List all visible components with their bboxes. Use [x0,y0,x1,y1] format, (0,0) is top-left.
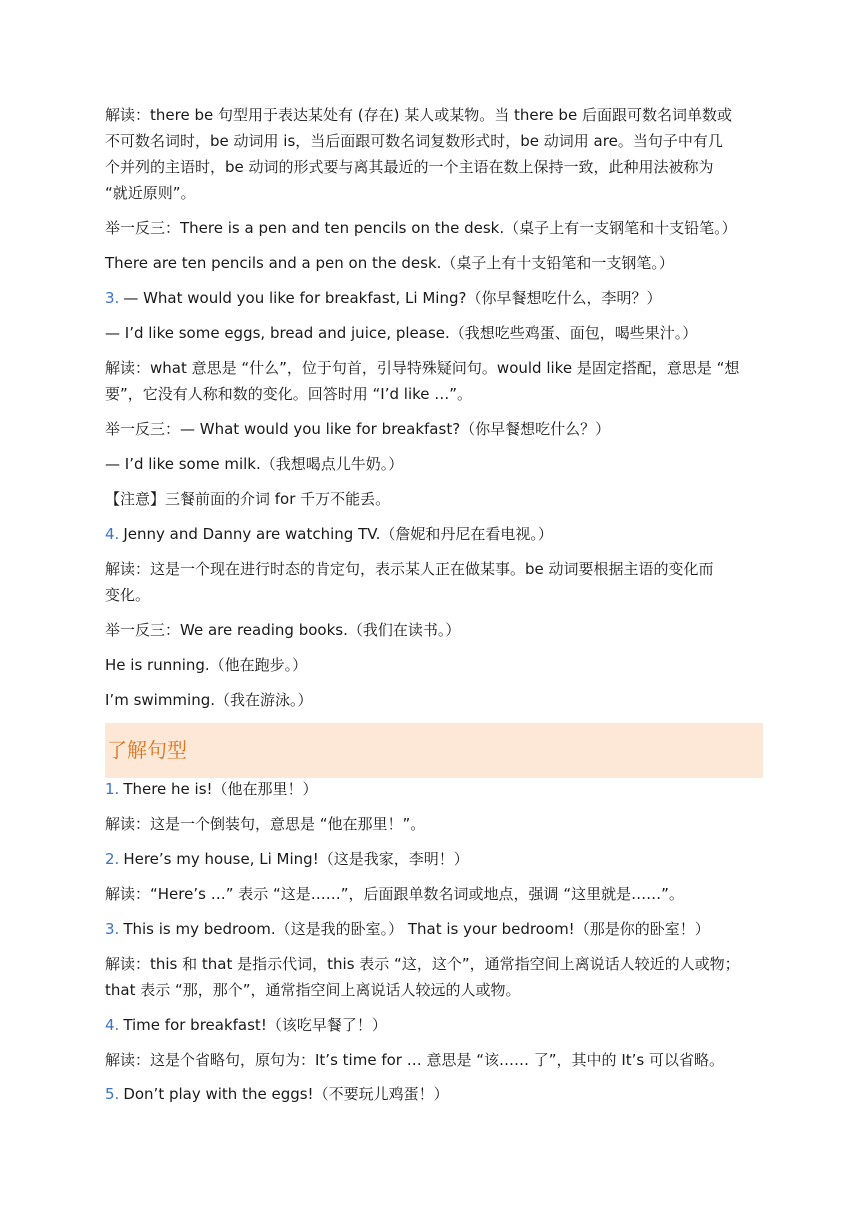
sentence-text: There he is!（他在那里！） [123,780,318,798]
example-line: I’m swimming.（我在游泳。） [105,691,313,709]
numbered-sentence-2 [105,846,765,872]
explanation-line: 解读：this 和 that 是指示代词，this 表示 “这，这个”，通常指空间上离说话人较近的人或物； [105,955,740,973]
section-header-band [105,723,763,778]
item-number: 3. [105,920,120,938]
sentence-text: Time for breakfast!（该吃早餐了！） [123,1016,387,1034]
example-line: 举一反三：We are reading books.（我们在读书。） [105,621,461,639]
item-number: 4. [105,1016,120,1034]
example-line: 举一反三：There is a pen and ten pencils on the desk.（桌子上有一支钢笔和十支铅笔。） [105,219,737,237]
explanation-line: that 表示 “那，那个”，通常指空间上离说话人较远的人或物。 [105,981,521,999]
section-title: 了解句型 [107,738,187,762]
explanation-line: 解读：这是一个现在进行时态的肯定句，表示某人正在做某事。be 动词要根据主语的变化而 [105,560,714,578]
sentence-text: This is my bedroom.（这是我的卧室。） That is your bedroom!（那是你的卧室！） [123,920,710,938]
note-line: 【注意】三餐前面的介词 for 千万不能丢。 [105,490,391,508]
numbered-sentence-4 [105,521,765,547]
example-line: There are ten pencils and a pen on the desk.（桌子上有十支铅笔和一支钢笔。） [105,254,674,272]
item-number: 1. [105,780,120,798]
paragraph-there-be-1: 解读：there be 句型用于表达某处有 (存在) 某人或某物。当 there be 后面跟可数名词单数或 [105,106,732,124]
explanation-line: 解读：这是个省略句，原句为：It’s time for … 意思是 “该…… 了”，其中的 It’s 可以省略。 [105,1051,724,1069]
explanation-line: 变化。 [105,586,151,604]
paragraph-there-be-3: 个并列的主语时，be 动词的形式要与离其最近的一个主语在数上保持一致，此种用法被称为 [105,158,714,176]
numbered-sentence-5 [105,1081,765,1107]
sentence-text: — What would you like for breakfast, Li Ming?（你早餐想吃什么，李明？） [123,289,662,307]
paragraph-there-be-4: “就近原则”。 [105,184,196,202]
numbered-sentence-1 [105,776,765,802]
item-number: 5. [105,1085,120,1103]
numbered-sentence-3 [105,285,765,311]
numbered-sentence-3b [105,916,765,942]
answer-line: — I’d like some eggs, bread and juice, please.（我想吃些鸡蛋、面包，喝些果汁。） [105,324,698,342]
sentence-text: Jenny and Danny are watching TV.（詹妮和丹尼在看电视。） [123,525,553,543]
explanation-line: 解读：“Here’s …” 表示 “这是……”，后面跟单数名词或地点，强调 “这里就是……”。 [105,885,684,903]
item-number: 2. [105,850,120,868]
example-line: — I’d like some milk.（我想喝点儿牛奶。） [105,455,404,473]
explanation-line: 要”，它没有人称和数的变化。回答时用 “I’d like …”。 [105,385,473,403]
item-number: 3. [105,289,120,307]
paragraph-there-be-2: 不可数名词时，be 动词用 is，当后面跟可数名词复数形式时，be 动词用 are。当句子中有几 [105,132,723,150]
example-line: He is running.（他在跑步。） [105,656,308,674]
sentence-text: Don’t play with the eggs!（不要玩儿鸡蛋！） [123,1085,449,1103]
sentence-text: Here’s my house, Li Ming!（这是我家，李明！） [123,850,469,868]
explanation-line: 解读：这是一个倒装句，意思是 “他在那里！”。 [105,815,426,833]
example-line: 举一反三：— What would you like for breakfast?（你早餐想吃什么？） [105,420,611,438]
item-number: 4. [105,525,120,543]
numbered-sentence-4b [105,1012,765,1038]
explanation-line: 解读：what 意思是 “什么”，位于句首，引导特殊疑问句。would like 是固定搭配，意思是 “想 [105,359,740,377]
